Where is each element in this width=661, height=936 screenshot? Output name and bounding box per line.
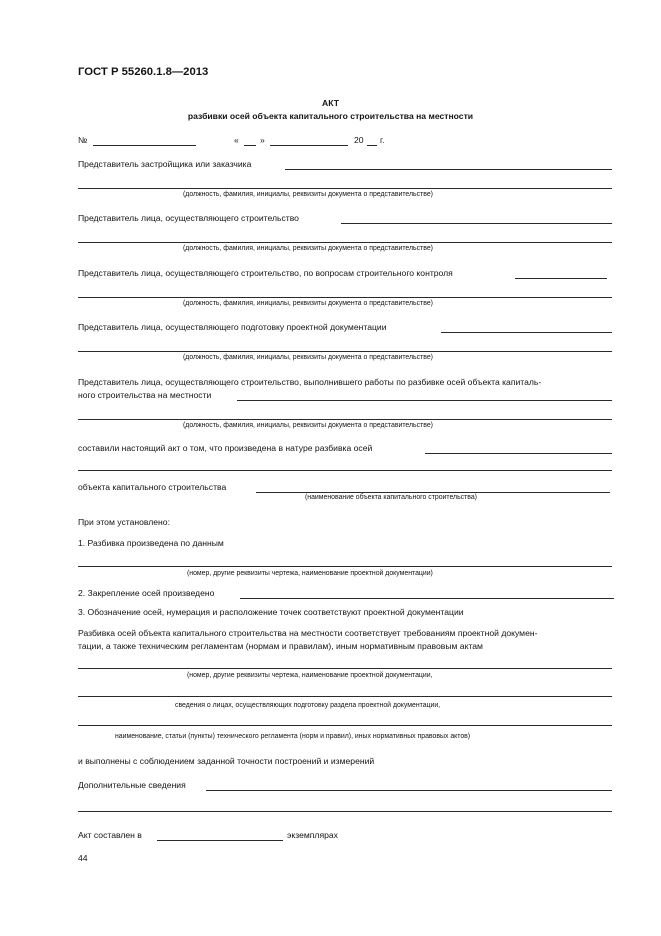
representative-caption: (должность, фамилия, инициалы, реквизиты документа о представительстве)	[183, 300, 433, 307]
representative-field[interactable]	[237, 400, 612, 401]
representative-field[interactable]	[78, 351, 612, 352]
page-number: 44	[78, 853, 88, 863]
axes-field[interactable]	[78, 470, 612, 471]
representative-label: Представитель лица, осуществляющего строительство, выполнившего работы по разбивке осей объекта капиталь-	[78, 377, 542, 387]
act-subtitle: разбивки осей объекта капитального строительства на местности	[187, 111, 474, 121]
representative-label: Представитель лица, осуществляющего подготовку проектной документации	[78, 322, 387, 332]
compliance-caption-b: сведения о лицах, осуществляющих подготовку раздела проектной документации,	[175, 702, 441, 709]
composed-statement: составили настоящий акт о том, что произведена в натуре разбивка осей	[78, 443, 373, 453]
day-field[interactable]	[244, 145, 256, 146]
representative-field[interactable]	[78, 419, 612, 420]
compliance-text: Разбивка осей объекта капитального строительства на местности соответствует требованиям проектной докумен-	[78, 628, 538, 638]
representative-caption: (должность, фамилия, инициалы, реквизиты документа о представительстве)	[183, 245, 433, 252]
established-label: При этом установлено:	[78, 517, 170, 527]
year-field[interactable]	[367, 145, 377, 146]
standard-header: ГОСТ Р 55260.1.8—2013	[78, 66, 209, 78]
copies-suffix: экземплярах	[287, 830, 338, 840]
axes-field[interactable]	[425, 453, 612, 454]
representative-label: Представитель застройщика или заказчика	[78, 159, 252, 169]
compliance-text-continued: тации, а также техническим регламентам (нормам и правилам), иным нормативным правовым актам	[78, 641, 483, 651]
item-2-label: 2. Закрепление осей произведено	[78, 588, 215, 598]
compliance-caption-c: наименование, статьи (пункты) технического регламента (норм и правил), иных нормативных правовых актов)	[115, 733, 471, 740]
representative-label: Представитель лица, осуществляющего строительство, по вопросам строительного контроля	[78, 268, 453, 278]
act-number-field[interactable]	[93, 145, 196, 146]
representative-field[interactable]	[78, 188, 612, 189]
representative-caption: (должность, фамилия, инициалы, реквизиты документа о представительстве)	[183, 191, 433, 198]
object-label: объекта капитального строительства	[78, 482, 227, 492]
representative-field[interactable]	[515, 278, 607, 279]
representative-field[interactable]	[78, 242, 612, 243]
number-label: №	[78, 135, 88, 145]
item-1-field[interactable]	[78, 566, 612, 567]
representative-label-continued: ного строительства на местности	[78, 390, 212, 400]
additional-field[interactable]	[78, 811, 612, 812]
item-3-label: 3. Обозначение осей, нумерация и расположение точек соответствуют проектной документации	[78, 607, 464, 617]
representative-caption: (должность, фамилия, инициалы, реквизиты документа о представительстве)	[183, 354, 433, 361]
accuracy-statement: и выполнены с соблюдением заданной точности построений и измерений	[78, 756, 375, 766]
representative-label: Представитель лица, осуществляющего строительство	[78, 213, 299, 223]
copies-field[interactable]	[157, 840, 283, 841]
copies-label: Акт составлен в	[78, 830, 142, 840]
representative-field[interactable]	[78, 297, 612, 298]
month-field[interactable]	[270, 145, 348, 146]
quote-open: «	[234, 135, 239, 145]
item-2-field[interactable]	[240, 598, 614, 599]
additional-label: Дополнительные сведения	[78, 780, 186, 790]
quote-close: »	[260, 135, 265, 145]
compliance-field[interactable]	[78, 696, 612, 697]
compliance-field[interactable]	[78, 725, 612, 726]
representative-caption: (должность, фамилия, инициалы, реквизиты документа о представительстве)	[183, 422, 433, 429]
act-title: АКТ	[322, 98, 339, 108]
item-1-label: 1. Разбивка произведена по данным	[78, 538, 224, 548]
object-field[interactable]	[256, 492, 610, 493]
item-1-caption: (номер, другие реквизиты чертежа, наименование проектной документации)	[187, 570, 433, 577]
representative-field[interactable]	[341, 223, 612, 224]
compliance-field[interactable]	[78, 668, 612, 669]
year-prefix: 20	[354, 135, 364, 145]
object-caption: (наименование объекта капитального строительства)	[305, 494, 477, 501]
compliance-caption-a: (номер, другие реквизиты чертежа, наименование проектной документации,	[187, 672, 433, 679]
representative-field[interactable]	[285, 169, 612, 170]
representative-field[interactable]	[441, 332, 612, 333]
year-suffix: г.	[380, 135, 385, 145]
additional-field[interactable]	[206, 790, 612, 791]
